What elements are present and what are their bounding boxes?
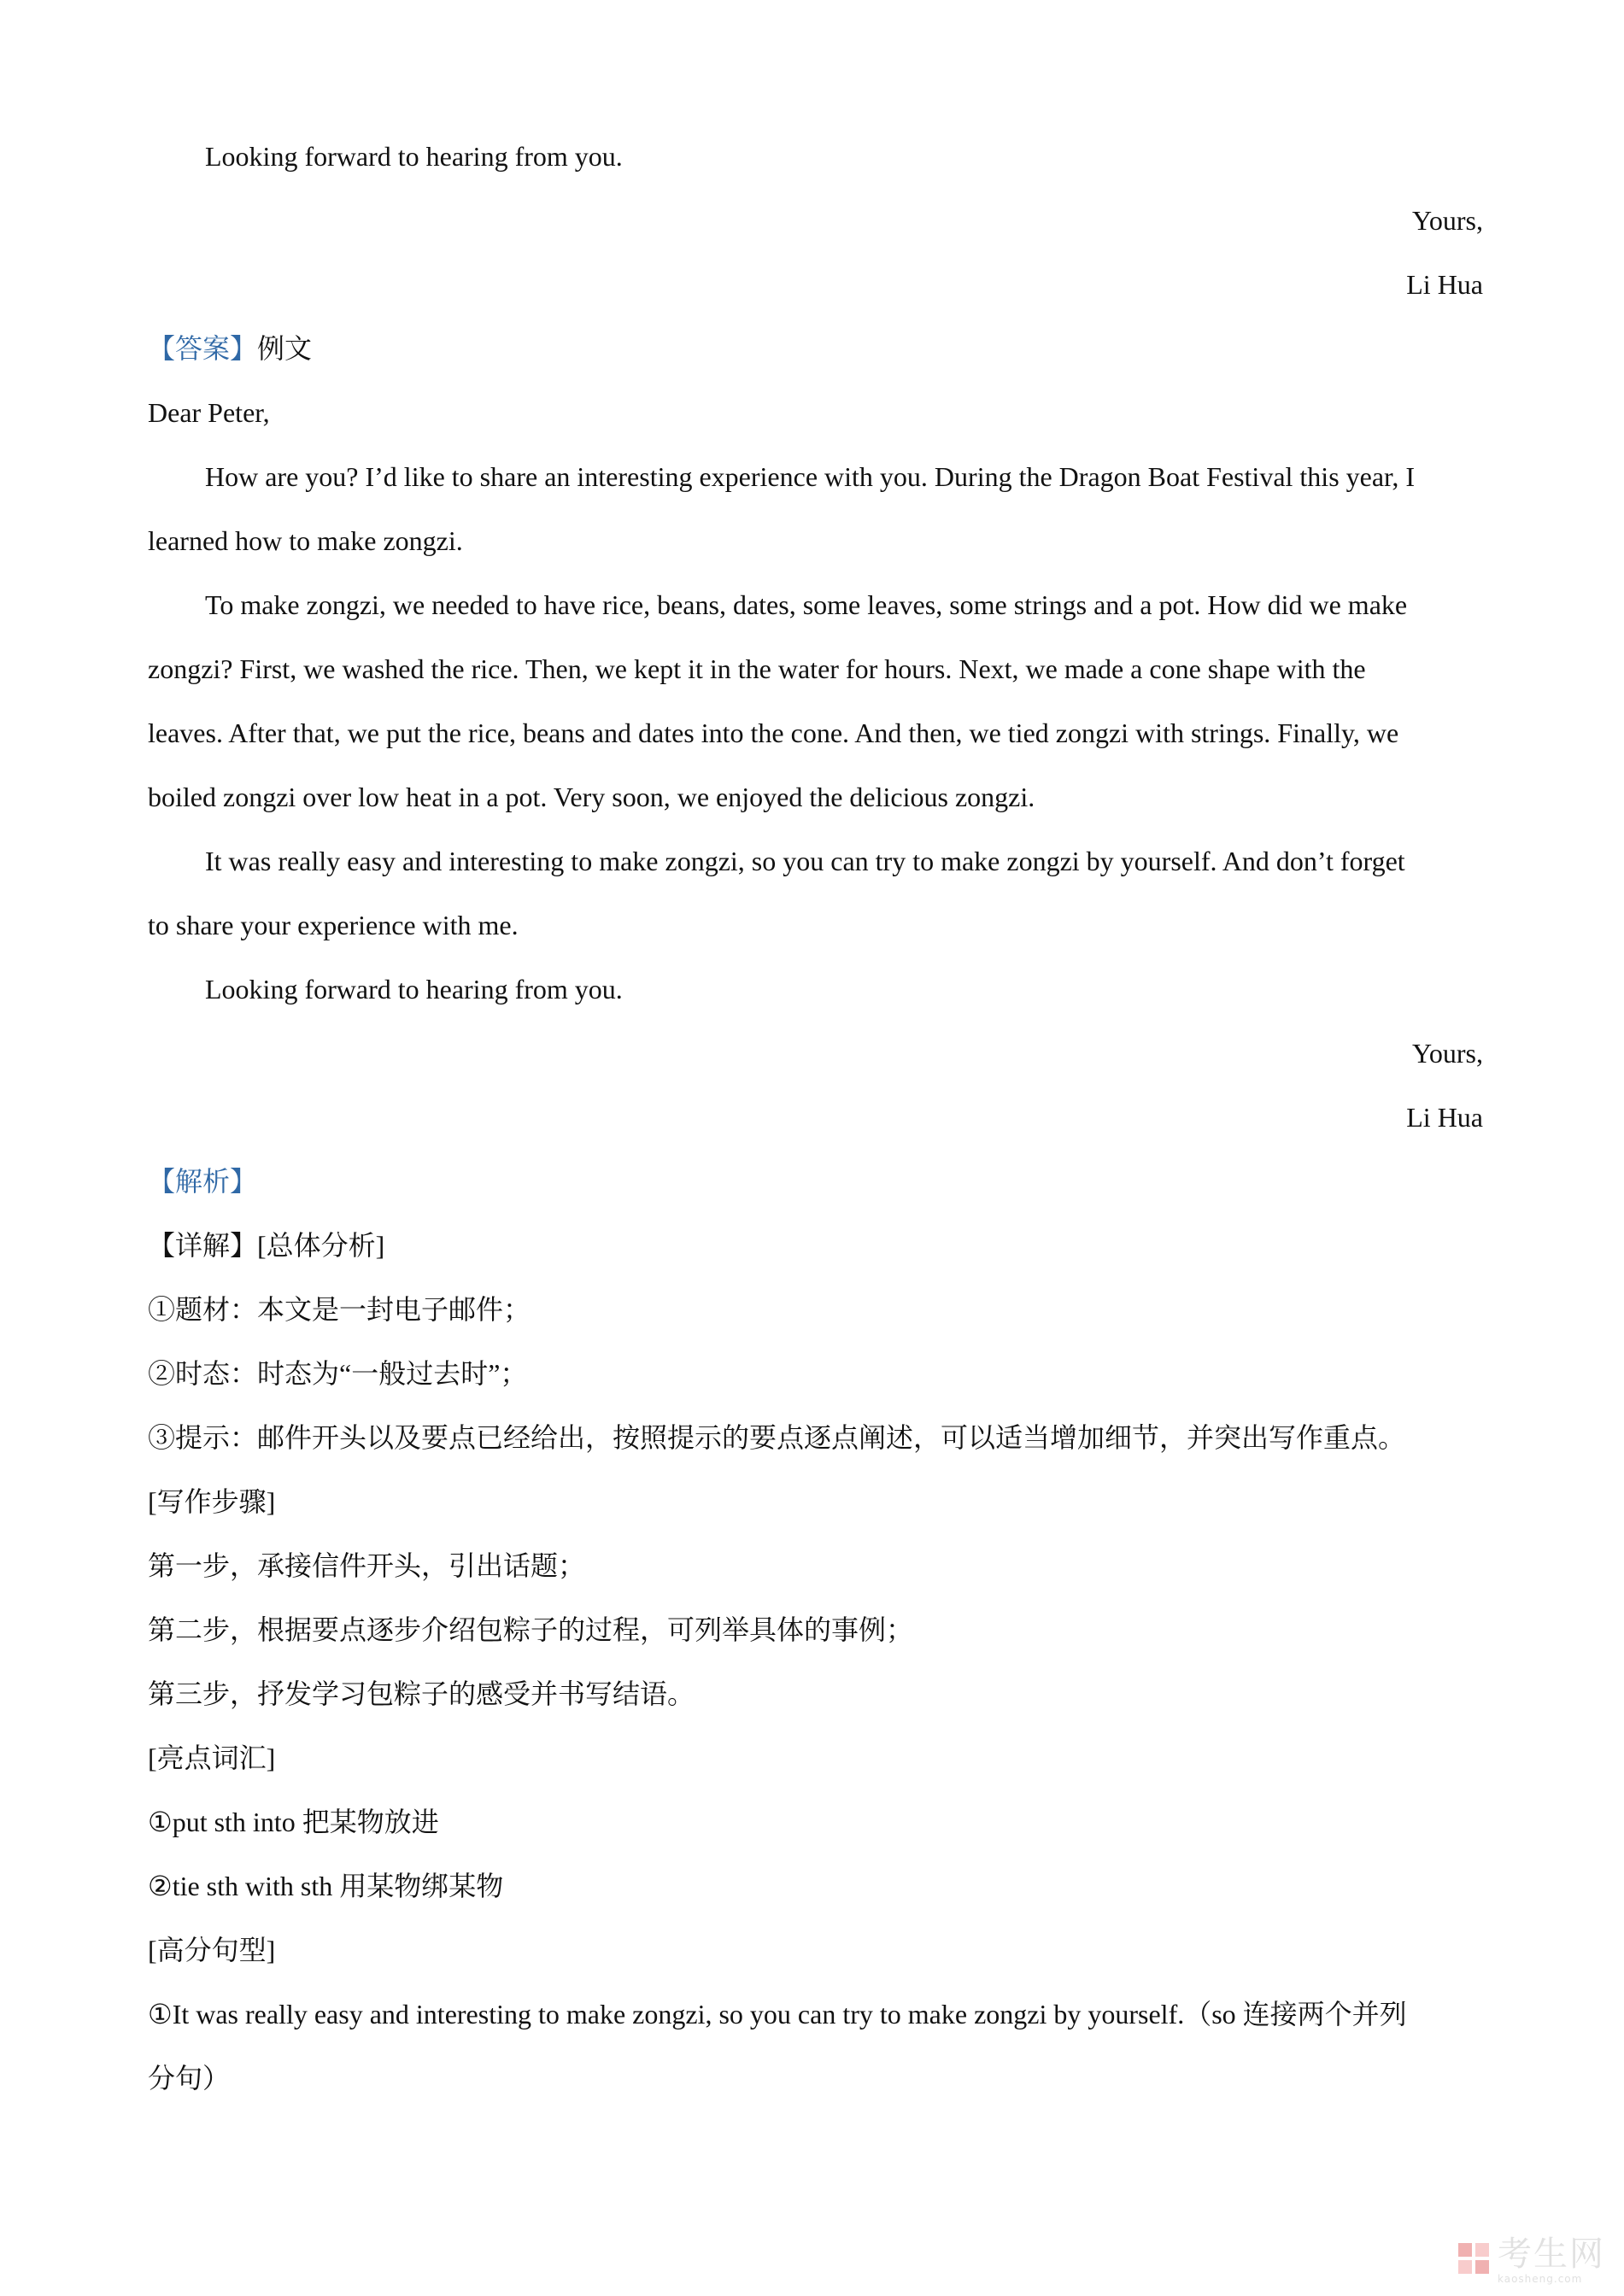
overall-heading: [总体分析] — [257, 1230, 385, 1261]
salutation: Dear Peter, — [148, 397, 270, 428]
sentence-heading: [高分句型] — [148, 1935, 276, 1965]
paragraph-line: To make zongzi, we needed to have rice, beans, dates, some leaves, some strings and a pot. How did we make — [205, 589, 1408, 620]
step-item: 第一步，承接信件开头，引出话题； — [148, 1550, 586, 1581]
step-item: 第二步，根据要点逐步介绍包粽子的过程，可列举具体的事例； — [148, 1614, 914, 1645]
paragraph-line: zongzi? First, we washed the rice. Then, we kept it in the water for hours. Next, we made a cone shape with the — [148, 653, 1366, 684]
answer-label: 例文 — [257, 333, 313, 364]
detail-heading — [148, 1228, 1480, 1262]
kaosheng-logo-icon — [1457, 2241, 1491, 2280]
overall-item: ③提示：邮件开头以及要点已经给出，按照提示的要点逐点阐述，可以适当增加细节，并突出写作重点。 — [148, 1422, 1406, 1453]
watermark-url: kaosheng.com — [1498, 2273, 1583, 2285]
letter-sign-off: Yours, — [1411, 205, 1483, 236]
answer-closing: Looking forward to hearing from you. — [205, 974, 623, 1004]
letter-signature: Li Hua — [1406, 269, 1483, 300]
watermark-title: 考生网 — [1498, 2234, 1605, 2274]
paragraph-line: boiled zongzi over low heat in a pot. Very soon, we enjoyed the delicious zongzi. — [148, 782, 1035, 812]
paragraph-line: to share your experience with me. — [148, 910, 519, 940]
vocab-item: ②tie sth with sth 用某物绑某物 — [148, 1871, 504, 1901]
answer-heading — [148, 331, 1480, 366]
paragraph-line: How are you? I’d like to share an interesting experience with you. During the Dragon Boat Festival this year, I — [205, 461, 1416, 492]
vocab-heading: [亮点词汇] — [148, 1742, 276, 1773]
paragraph-line: leaves. After that, we put the rice, beans and dates into the cone. And then, we tied zongzi with strings. Finally, we — [148, 718, 1399, 748]
analysis-tag: 【解析】 — [148, 1166, 258, 1197]
answer-sign-off: Yours, — [1411, 1038, 1483, 1069]
detail-tag: 【详解】 — [148, 1230, 258, 1261]
sentence-item: 分句） — [148, 2063, 231, 2094]
overall-item: ①题材：本文是一封电子邮件； — [148, 1294, 531, 1325]
step-item: 第三步，抒发学习包粽子的感受并书写结语。 — [148, 1678, 695, 1709]
answer-signature: Li Hua — [1406, 1102, 1483, 1133]
paragraph-line: It was really easy and interesting to make zongzi, so you can try to make zongzi by yourself. And don’t forget — [205, 846, 1405, 876]
answer-tag: 【答案】 — [148, 333, 258, 364]
steps-heading: [写作步骤] — [148, 1486, 276, 1517]
vocab-item: ①put sth into 把某物放进 — [148, 1807, 439, 1837]
paragraph-line: learned how to make zongzi. — [148, 525, 463, 556]
watermark — [1457, 2234, 1605, 2285]
letter-closing: Looking forward to hearing from you. — [205, 141, 623, 172]
sentence-item: ①It was really easy and interesting to make zongzi, so you can try to make zongzi by yourself.（so 连接两个并列 — [148, 1999, 1407, 2030]
overall-item: ②时态：时态为“一般过去时”； — [148, 1358, 528, 1389]
